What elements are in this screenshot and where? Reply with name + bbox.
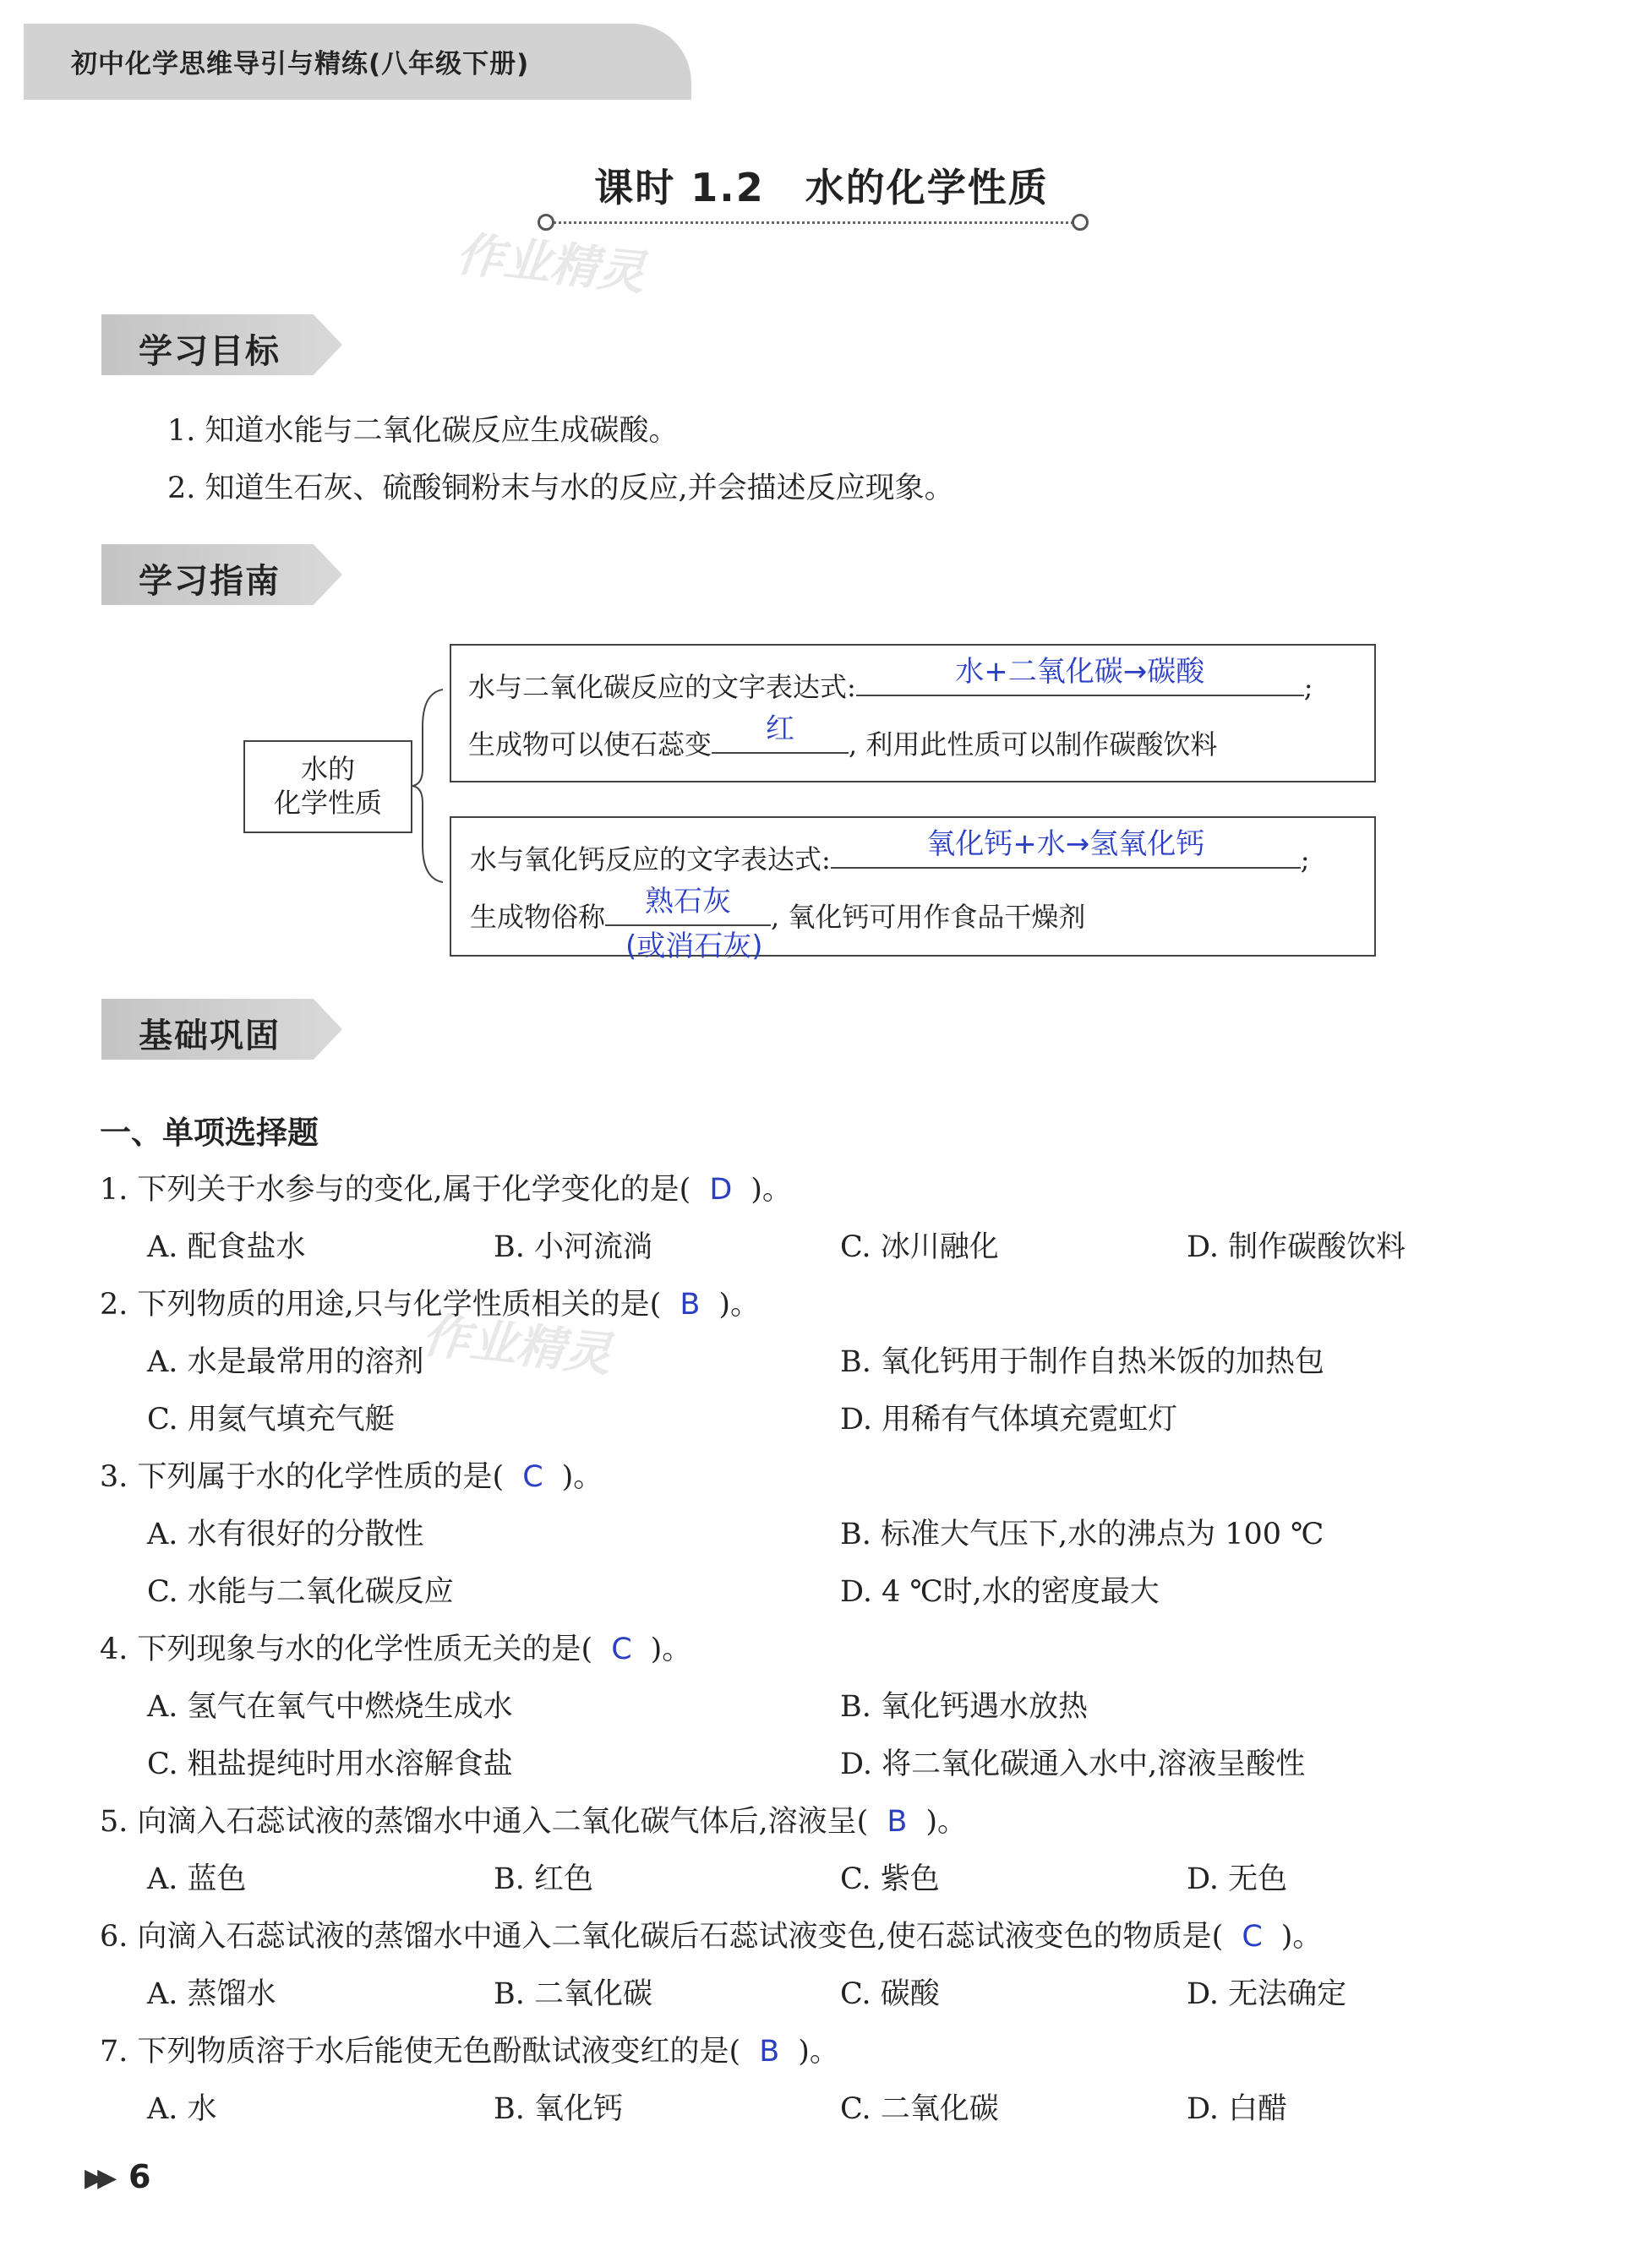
box2-line1-prefix: 水与氧化钙反应的文字表达式: [470,843,831,875]
question-stem [100,1173,792,1207]
option: A. 水是最常用的溶剂 [147,1345,424,1379]
title-rule [549,221,1078,224]
book-title: 初中化学思维导引与精练(八年级下册) [71,49,530,79]
box2-line1-suffix: ; [1300,843,1310,875]
stem-text: 5. 向滴入石蕊试液的蒸馏水中通入二氧化碳气体后,溶液呈( [100,1805,869,1839]
option: A. 蓝色 [147,1862,247,1896]
watermark: 作业精灵 [453,226,648,302]
box1-line1-prefix: 水与二氧化碳反应的文字表达式: [468,671,856,703]
stem-text: 7. 下列物质溶于水后能使无色酚酞试液变红的是( [100,2035,741,2069]
answer-mark: B [887,1805,908,1839]
box2-line2-prefix: 生成物俗称 [470,901,606,933]
subheading-single-choice: 一、单项选择题 [100,1115,319,1151]
box1-line1-blank [856,655,1304,696]
box1-line1-answer: 水+二氧化碳→碳酸 [955,655,1205,689]
mindmap-root [243,740,412,833]
box2-line2-blank [605,885,771,926]
option: C. 粗盐提纯时用水溶解食盐 [147,1747,513,1781]
question-stem [100,2035,839,2069]
answer-mark: C [522,1460,543,1494]
goal-item: 2. 知道生石灰、硫酸铜粉末与水的反应,并会描述反应现象。 [167,472,954,505]
option: D. 用稀有气体填充霓虹灯 [840,1403,1178,1437]
section-label-goals: 学习目标 [139,332,281,371]
stem-text: 6. 向滴入石蕊试液的蒸馏水中通入二氧化碳后石蕊试液变色,使石蕊试液变色的物质是( [100,1920,1224,1954]
option: C. 二氧化碳 [840,2092,999,2126]
option: D. 无色 [1187,1862,1288,1896]
option: D. 白醋 [1187,2092,1288,2126]
box2-line1-blank [831,827,1301,869]
question-stem [100,1633,691,1666]
box2-line1 [470,827,1310,877]
section-label-basics: 基础巩固 [139,1017,281,1055]
option: B. 氧化钙 [494,2092,623,2126]
stem-text: 4. 下列现象与水的化学性质无关的是( [100,1633,593,1666]
stem-end: )。 [1280,1920,1323,1954]
mindmap-root-line: 化学性质 [273,787,382,819]
option: C. 紫色 [840,1862,940,1896]
option: B. 二氧化碳 [494,1977,652,2011]
box1-line1 [468,655,1313,705]
stem-text: 1. 下列关于水参与的变化,属于化学变化的是( [100,1173,691,1207]
box1-line2 [468,712,1218,762]
option: A. 水有很好的分散性 [147,1518,424,1551]
option: C. 冰川融化 [840,1230,999,1264]
option: D. 将二氧化碳通入水中,溶液呈酸性 [840,1747,1306,1781]
box2-line2-answer: 熟石灰 [645,885,732,919]
question-stem [100,1288,760,1322]
goal-item: 1. 知道水能与二氧化碳反应生成碳酸。 [167,414,679,448]
option: B. 标准大气压下,水的沸点为 100 ℃ [840,1518,1324,1551]
option: A. 蒸馏水 [147,1977,276,2011]
option: A. 水 [147,2092,217,2126]
question-stem [100,1460,603,1494]
box1-line2-blank [712,712,849,754]
box1-line2-prefix: 生成物可以使石蕊变 [468,728,712,761]
rule-dot-right [1072,214,1089,231]
answer-mark: D [709,1173,733,1207]
option: D. 4 ℃时,水的密度最大 [840,1575,1160,1609]
box1-line2-answer: 红 [766,712,795,746]
page-number: 6 [128,2158,151,2195]
option: D. 制作碳酸饮料 [1187,1230,1406,1264]
box2-answer-extra: (或消石灰) [625,930,763,963]
answer-mark: B [680,1288,701,1322]
mindmap-root-line: 水的 [300,753,355,785]
option: C. 用氦气填充气艇 [147,1403,395,1437]
option: B. 小河流淌 [494,1230,652,1264]
option: A. 配食盐水 [147,1230,306,1264]
box1-line2-suffix: , 利用此性质可以制作碳酸饮料 [849,728,1218,761]
box2-line2 [470,885,1086,935]
question-stem [100,1920,1322,1954]
stem-end: )。 [925,1805,967,1839]
option: C. 水能与二氧化碳反应 [147,1575,454,1609]
section-label-guide: 学习指南 [139,562,281,601]
option: A. 氢气在氧气中燃烧生成水 [147,1690,513,1724]
box2-line1-answer: 氧化钙+水→氢氧化钙 [926,827,1205,861]
watermark: 作业精灵 [419,1308,614,1383]
option: D. 无法确定 [1187,1977,1347,2011]
mindmap-brace [409,676,451,896]
answer-mark: C [611,1633,632,1666]
answer-mark: C [1242,1920,1263,1954]
option: B. 红色 [494,1862,593,1896]
stem-end: )。 [751,1173,792,1207]
stem-end: )。 [650,1633,692,1666]
stem-text: 3. 下列属于水的化学性质的是( [100,1460,505,1494]
option: C. 碳酸 [840,1977,940,2011]
option: B. 氧化钙用于制作自热米饭的加热包 [840,1345,1324,1379]
stem-text: 2. 下列物质的用途,只与化学性质相关的是( [100,1288,662,1322]
stem-end: )。 [718,1288,760,1322]
box1-line1-suffix: ; [1303,671,1313,703]
box2-line2-suffix: , 氧化钙可用作食品干燥剂 [771,901,1086,933]
answer-mark: B [759,2035,780,2069]
page-arrows-icon: ▶▶ [85,2163,111,2193]
option: B. 氧化钙遇水放热 [840,1690,1088,1724]
lesson-title: 课时 1.2 水的化学性质 [594,165,1049,210]
stem-end: )。 [798,2035,839,2069]
stem-end: )。 [561,1460,603,1494]
question-stem [100,1805,967,1839]
